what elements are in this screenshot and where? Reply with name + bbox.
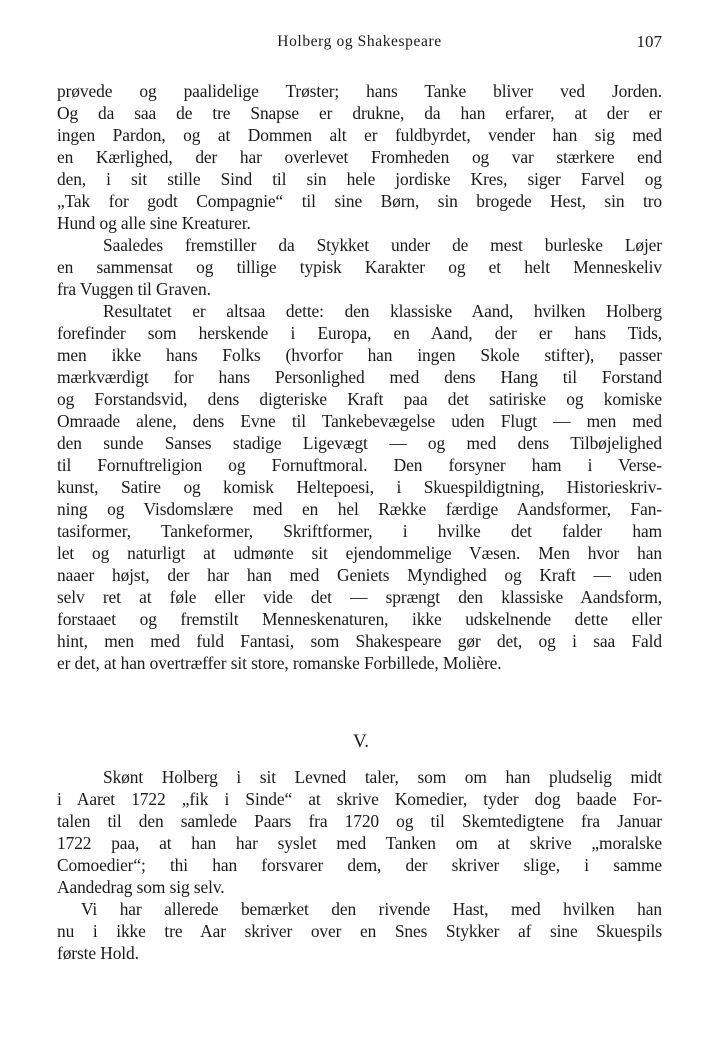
text-line: let og naturligt at udmønte sit ejendommelige Væsen. Men hvor han (57, 543, 662, 563)
text-line: første Hold. (57, 943, 139, 963)
text-line: i Aaret 1722 „fik i Sinde“ at skrive Komedier, tyder dog baade For- (57, 789, 662, 809)
text-line: ingen Pardon, og at Dommen alt er fuldbyrdet, vender han sig med (57, 125, 662, 145)
text-line: en Kærlighed, der har overlevet Fromheden og var stærkere end (57, 147, 662, 167)
running-title: Holberg og Shakespeare (277, 33, 442, 50)
text-line: Skønt Holberg i sit Levned taler, som om han pludselig midt (103, 767, 662, 787)
text-line: ning og Visdomslære med en hel Række færdige Aandsformer, Fan- (57, 499, 662, 519)
page-header (57, 30, 662, 54)
text-line: er det, at han overtræffer sit store, romanske Forbillede, Molière. (57, 653, 502, 673)
text-line: Vi har allerede bemærket den rivende Hast, med hvilken han (81, 899, 662, 919)
text-line: men ikke hans Folks (hvorfor han ingen Skole stifter), passer (57, 345, 662, 365)
section-heading: V. (352, 731, 370, 752)
page-number: 107 (636, 32, 662, 51)
text-line: Resultatet er altsaa dette: den klassiske Aand, hvilken Holberg (103, 301, 662, 321)
text-line: fra Vuggen til Graven. (57, 279, 211, 299)
text-line: Omraade alene, dens Evne til Tankebevægelse uden Flugt — men med (57, 411, 662, 431)
text-line: tasiformer, Tankeformer, Skriftformer, i hvilke det falder ham (57, 521, 662, 541)
text-line: prøvede og paalidelige Trøster; hans Tanke bliver ved Jorden. (57, 81, 662, 101)
text-line: mærkværdigt for hans Personlighed med dens Hang til Forstand (57, 367, 662, 387)
text-line: hint, men med fuld Fantasi, som Shakespeare gør det, og i saa Fald (57, 631, 662, 651)
text-line: „Tak for godt Compagnie“ til sine Børn, sin brogede Hest, sin tro (57, 191, 662, 211)
text-line: Aandedrag som sig selv. (57, 877, 225, 897)
text-line: en sammensat og tillige typisk Karakter og et helt Menneskeliv (57, 257, 662, 277)
text-line: Og da saa de tre Snapse er drukne, da han erfarer, at der er (57, 103, 662, 123)
text-line: 1722 paa, at han har syslet med Tanken om at skrive „moralske (57, 833, 662, 853)
text-line: kunst, Satire og komisk Heltepoesi, i Skuespildigtning, Historieskriv- (57, 477, 662, 497)
text-line: forstaaet og fremstilt Menneskenaturen, ikke udskelnende dette eller (57, 609, 662, 629)
text-line: den sunde Sanses stadige Ligevægt — og med dens Tilbøjelighed (57, 433, 662, 453)
text-line: den, i sit stille Sind til sin hele jordiske Kres, siger Farvel og (57, 169, 662, 189)
text-line: til Fornuftreligion og Fornuftmoral. Den forsyner ham i Verse- (57, 455, 662, 475)
text-line: og Forstandsvid, dens digteriske Kraft paa det satiriske og komiske (57, 389, 662, 409)
text-line: Comoedier“; thi han forsvarer dem, der skriver slige, i samme (57, 855, 662, 875)
text-line: Hund og alle sine Kreaturer. (57, 213, 251, 233)
text-line: selv ret at føle eller vide det — sprængt den klassiske Aandsform, (57, 587, 662, 607)
text-line: nu i ikke tre Aar skriver over en Snes Stykker af sine Skuespils (57, 921, 662, 941)
text-line: naaer højst, der har han med Geniets Myndighed og Kraft — uden (57, 565, 662, 585)
text-line: talen til den samlede Paars fra 1720 og til Skemtedigtene fra Januar (57, 811, 662, 831)
text-line: Saaledes fremstiller da Stykket under de mest burleske Løjer (103, 235, 662, 255)
section-text (57, 766, 662, 964)
text-line: forefinder som herskende i Europa, en Aand, der er hans Tids, (57, 323, 662, 343)
body-text (57, 80, 662, 674)
